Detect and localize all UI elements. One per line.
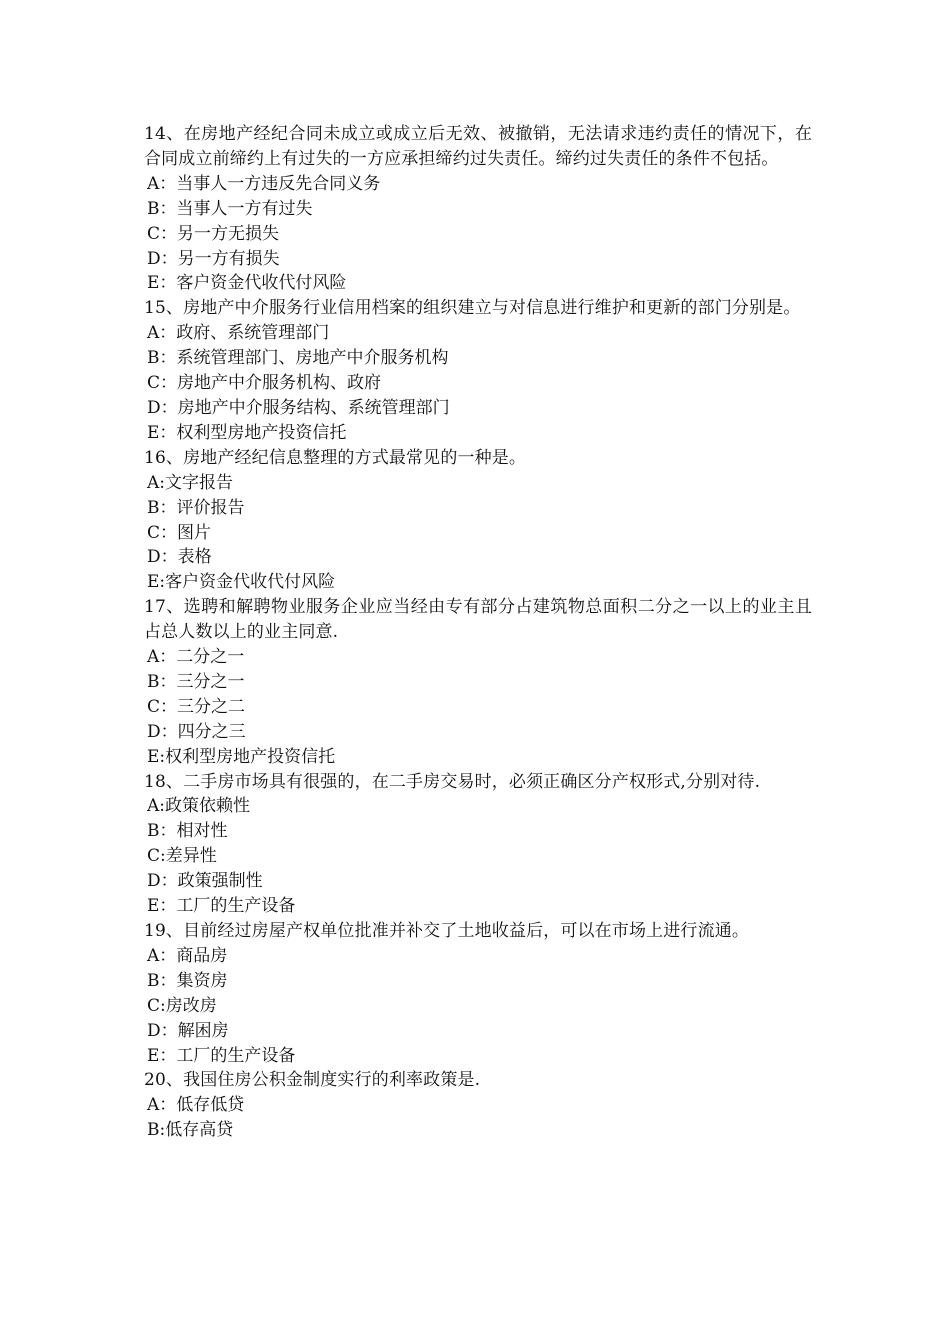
option-b: B：三分之一: [147, 671, 245, 692]
option-c: C：房地产中介服务机构、政府: [147, 373, 382, 394]
question-14: [144, 122, 812, 296]
option-a: A：低存低贷: [147, 1095, 245, 1116]
option-d: D：政策强制性: [147, 871, 263, 892]
option-a: A：二分之一: [147, 647, 245, 668]
option-e: E：工厂的生产设备: [147, 1045, 296, 1066]
question-stem: 15、房地产中介服务行业信用档案的组织建立与对信息进行维护和更新的部门分别是。: [144, 298, 801, 319]
option-e: E:客户资金代收代付风险: [147, 572, 336, 593]
option-b: B：评价报告: [147, 497, 245, 518]
option-c: C：三分之二: [147, 696, 246, 717]
option-a: A：政府、系统管理部门: [147, 323, 330, 344]
option-d: D：另一方有损失: [147, 248, 280, 269]
option-e: E：客户资金代收代付风险: [147, 273, 347, 294]
option-e: E：权利型房地产投资信托: [147, 422, 347, 443]
option-d: D：解困房: [147, 1020, 229, 1041]
document-page: [144, 122, 812, 1143]
option-a: A：商品房: [147, 945, 228, 966]
option-a: A:政策依赖性: [147, 796, 251, 817]
question-stem: 20、我国住房公积金制度实行的利率政策是.: [144, 1070, 481, 1091]
option-c: C:房改房: [147, 995, 217, 1016]
option-e: E:权利型房地产投资信托: [147, 746, 336, 767]
option-b: B：当事人一方有过失: [147, 198, 313, 219]
option-b: B：系统管理部门、房地产中介服务机构: [147, 348, 449, 369]
question-stem: 18、二手房市场具有很强的，在二手房交易时，必须正确区分产权形式,分别对待.: [144, 771, 761, 792]
question-stem: 17、选聘和解聘物业服务企业应当经由专有部分占建筑物总面积二分之一以上的业主且占总人数以上的业主同意.: [144, 597, 812, 643]
option-c: C：另一方无损失: [147, 223, 280, 244]
question-stem: 14、在房地产经纪合同未成立或成立后无效、被撤销，无法请求违约责任的情况下，在合同成立前缔约上有过失的一方应承担缔约过失责任。缔约过失责任的条件不包括。: [144, 124, 812, 169]
option-a: A：当事人一方违反先合同义务: [147, 173, 381, 194]
option-a: A:文字报告: [147, 472, 234, 493]
option-c: C：图片: [147, 522, 212, 543]
option-d: D：表格: [147, 547, 212, 568]
option-c: C:差异性: [147, 846, 217, 867]
question-19: [144, 919, 812, 1068]
option-b: B：相对性: [147, 821, 228, 842]
question-16: [144, 446, 812, 595]
option-b: B:低存高贷: [147, 1120, 234, 1141]
question-15: [144, 296, 812, 445]
option-b: B：集资房: [147, 970, 228, 991]
question-17: [144, 595, 812, 769]
question-stem: 19、目前经过房屋产权单位批准并补交了土地收益后，可以在市场上进行流通。: [144, 921, 750, 941]
option-e: E：工厂的生产设备: [147, 896, 296, 917]
question-18: [144, 770, 812, 919]
option-d: D：房地产中介服务结构、系统管理部门: [147, 397, 450, 418]
question-20: [144, 1068, 812, 1143]
question-stem: 16、房地产经纪信息整理的方式最常见的一种是。: [144, 447, 527, 468]
option-d: D：四分之三: [147, 721, 246, 742]
